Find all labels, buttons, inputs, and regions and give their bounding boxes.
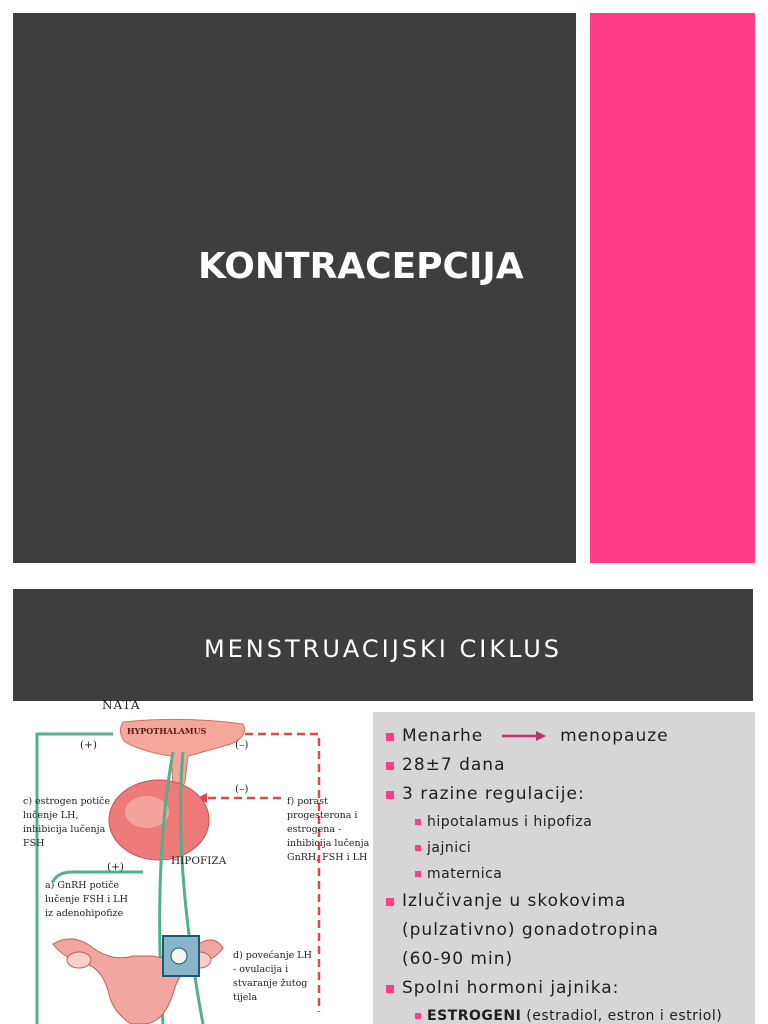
bullet-razine: 3 razine regulacije:	[385, 780, 755, 809]
bullet-menarhe	[385, 722, 755, 751]
label-c-line: inhibicija lučenja	[23, 824, 106, 835]
label-c-line: lučenje LH,	[23, 810, 79, 821]
label-d-line: tijela	[233, 992, 258, 1003]
hormone-cycle-diagram	[13, 712, 373, 1024]
menopauze-text: menopauze	[560, 726, 669, 746]
bullet-izlucivanje	[385, 887, 755, 974]
label-a-line: lučenje FSH i LH	[45, 894, 128, 905]
menarhe-text: Menarhe	[402, 726, 484, 746]
label-d-line: d) povećanje LH	[233, 950, 312, 961]
hipofiza-label: HIPOFIZA	[171, 855, 227, 867]
minus-sign-top: (–)	[235, 739, 249, 751]
estrogeni-bold: ESTROGENI	[427, 1008, 522, 1024]
sub-bullet: jajnici	[385, 835, 755, 861]
bullet-spolni: Spolni hormoni jajnika:	[385, 974, 755, 1003]
corner-text: NATA	[102, 698, 141, 712]
sub-bullet-estrogeni	[385, 1003, 755, 1024]
bullet-dana: 28±7 dana	[385, 751, 755, 780]
plus-sign-top: (+)	[80, 739, 97, 751]
title-slide-panel	[13, 13, 576, 563]
slide-title: KONTRACEPCIJA	[198, 246, 524, 287]
label-f-line: estrogena -	[287, 824, 342, 835]
izlucivanje-line: (pulzativno) gonadotropina	[402, 920, 659, 940]
izlucivanje-line: (60-90 min)	[402, 949, 514, 969]
estrogeni-rest: (estradiol, estron i estriol)	[521, 1008, 723, 1024]
label-a-line: a) GnRH potiče	[45, 880, 120, 891]
plus-sign-mid: (+)	[107, 861, 124, 873]
label-d-line: stvaranje žutog	[233, 978, 308, 989]
label-c-line: FSH	[23, 838, 45, 849]
label-f-line: progesterona i	[287, 810, 358, 821]
label-f-line: f) porast	[287, 796, 328, 807]
label-a-line: iz adenohipofize	[45, 908, 124, 919]
label-d-line: - ovulacija i	[233, 964, 289, 975]
bullet-list	[385, 722, 755, 1024]
izlucivanje-line: Izlučivanje u skokovima	[402, 891, 627, 911]
section-title: MENSTRUACIJSKI CIKLUS	[203, 635, 563, 663]
sub-bullet: hipotalamus i hipofiza	[385, 809, 755, 835]
slide-header	[13, 589, 753, 701]
diagram-svg	[13, 712, 373, 1024]
minus-sign-mid: (–)	[235, 783, 249, 795]
hypothalamus-label: HYPOTHALAMUS	[127, 726, 207, 736]
label-c-line: c) estrogen potiče	[23, 796, 111, 807]
label-f-line: GnRH, FSH i LH	[287, 852, 368, 863]
arrow-right-icon	[502, 730, 546, 742]
sub-bullet: maternica	[385, 861, 755, 887]
label-f-line: inhibicija lučenja	[287, 838, 370, 849]
accent-panel	[590, 13, 755, 563]
slide-body	[13, 712, 755, 1024]
